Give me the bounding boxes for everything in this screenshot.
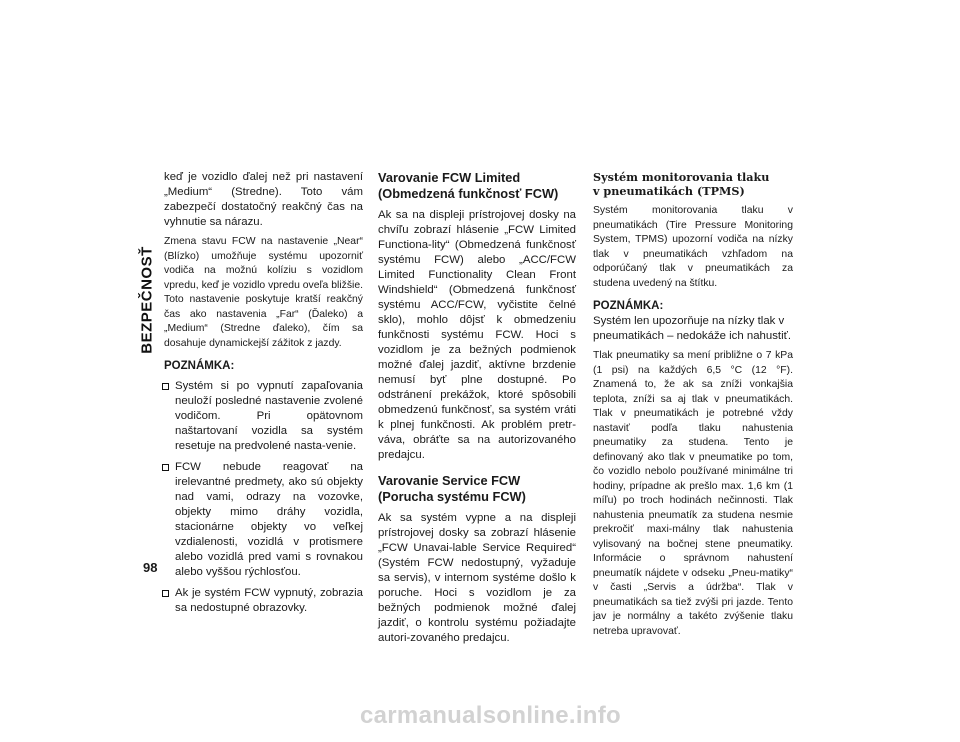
watermark: carmanualsonline.info <box>360 702 622 729</box>
square-bullet-icon <box>162 464 169 471</box>
column-right <box>593 170 793 644</box>
paragraph: Ak sa systém vypne a na displeji prístrojovej dosky sa zobrazí hlásenie „FCW Unavai-lable Service Required“ (Systém FCW nedostupný, vyžaduje sa servis), v internom systéme došlo k poruche. Hoci s vozidlom je za bežných podmienok možné ďalej jazdiť, o kontrolu systému požiadajte autori-zovaného predajcu. <box>378 512 576 644</box>
square-bullet-icon <box>162 590 169 597</box>
section-side-title <box>137 240 157 360</box>
square-bullet-icon <box>162 383 169 390</box>
paragraph: Tlak pneumatiky sa mení približne o 7 kPa (1 psi) na každých 6,5 °C (12 °F). Znamená to, že ak sa zníži vonkajšia teplota, zníži sa aj tlak v pneumatikách. Tlak v pneumatikách je potrebné vždy nastaviť podľa tlaku nahustenia pneumatiky za studena. Tento je definovaný ako tlak v pneumatike po tom, čo vozidlo nebolo používané minimálne tri hodiny, prípadne ak prešlo max. 1,6 km (1 míľu) po troch hodinách nečinnosti. Tlak nahustenia pneumatík za studena nesmie prekročiť maxi-málny tlak nahustenia vylisovaný na bočnej stene pneumatiky. Informácie o správnom nahustení pneumatík nájdete v odseku „Pneu-matiky“ v časti „Servis a údržba“. Tlak v pneumatikách sa tiež zvýši pri jazde. Tento jav je normálny a takéto zvýšenie tlaku netreba upravovať. <box>593 350 793 637</box>
paragraph: Zmena stavu FCW na nastavenie „Near“ (Blízko) umožňuje systému upozorniť vodiča na možnú kolíziu s vozidlom vpredu, keď je vozidlo vpredu oveľa bližšie. Toto nastavenie poskytuje kratší reakčný čas ako nastavenia „Far“ (Ďaleko) a „Medium“ (Stredne ďaleko), čím sa dosahuje dynamickejší zážitok z jazdy. <box>164 236 363 349</box>
section-heading: Varovanie Service FCW (Porucha systému FCW) <box>378 473 526 504</box>
column-middle <box>378 170 576 651</box>
section-title-text: BEZPEČNOSŤ <box>138 246 156 354</box>
list-item: Systém si po vypnutí zapaľovania neuloží posledné nastavenie zvolené vodičom. Pri opätovnom naštartovaní vozidla sa systém resetuje na predvolené nasta-venie. <box>164 379 363 454</box>
note-text: Systém len upozorňuje na nízky tlak v pneumatikách – nedokáže ich nahustiť. <box>593 315 792 342</box>
note-heading: POZNÁMKA: <box>593 300 664 312</box>
bullet-list <box>164 379 363 616</box>
paragraph: Ak sa na displeji prístrojovej dosky na chvíľu zobrazí hlásenie „FCW Limited Functiona-lity“ (Obmedzená funkčnosť systému FCW) alebo „ACC/FCW Limited Functionality Clean Front Windshield“ (Obmedzená funkčnosť systému ACC/FCW, vyčistite čelné sklo), mohlo dôjsť k obmedzeniu funkčnosti systému FCW. Hoci s vozidlom je za bežných podmienok možné ďalej jazdiť, aktívne brzdenie nemusí byť plne dostupné. Po odstránení prekážok, ktoré spôsobili obmedzenú funkčnosť, sa systém vráti k plnej funkčnosti. Ak problém pretr-váva, obráťte sa na autorizovaného predajcu. <box>378 209 576 461</box>
column-left <box>164 170 363 622</box>
page-number: 98 <box>143 560 158 575</box>
note-heading: POZNÁMKA: <box>164 360 235 372</box>
section-heading: Varovanie FCW Limited (Obmedzená funkčnosť FCW) <box>378 170 559 201</box>
list-item: FCW nebude reagovať na irelevantné predmety, ako sú objekty nad vami, odrazy na vozovke, objekty mimo dráhy vozidla, stacionárne objekty vo veľkej vzdialenosti, vozidlá v protismere alebo vozidlá pred vami s rovnakou alebo vyššou rýchlosťou. <box>164 460 363 580</box>
paragraph: Systém monitorovania tlaku v pneumatikách (Tire Pressure Monitoring System, TPMS) upozorní vodiča na nízky tlak v pneumatikách vzhľadom na odporúčaný tlak v pneumatikách za studena uvedený na štítku. <box>593 205 793 289</box>
section-heading: Systém monitorovania tlaku v pneumatikách (TPMS) <box>593 170 770 198</box>
list-item: Ak je systém FCW vypnutý, zobrazia sa nedostupné obrazovky. <box>164 586 363 616</box>
paragraph: keď je vozidlo ďalej než pri nastavení „Medium“ (Stredne). Toto vám zabezpečí dostatočný reakčný čas na vyhnutie sa nárazu. <box>164 171 363 228</box>
